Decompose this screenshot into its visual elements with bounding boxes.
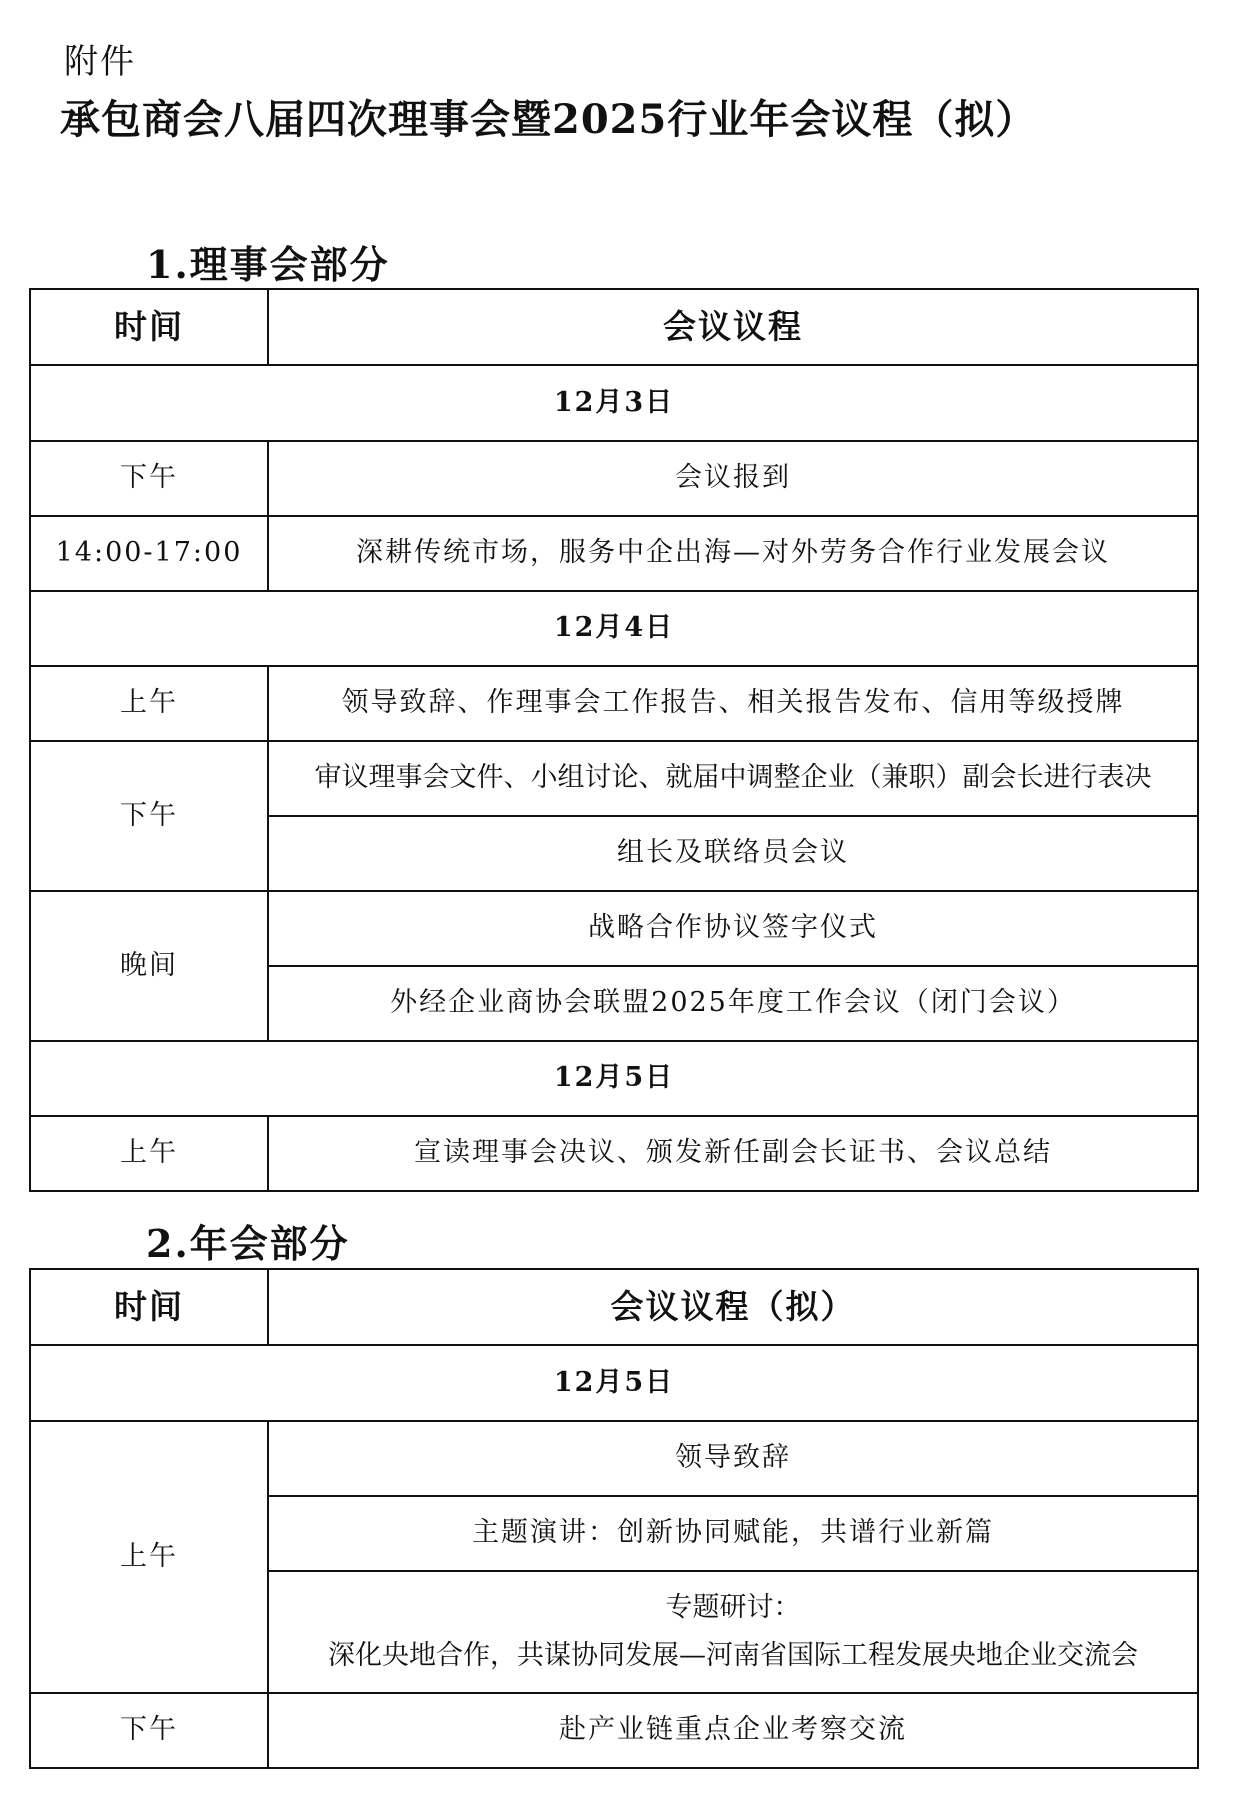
agenda-cell — [268, 1571, 1198, 1693]
header-agenda: 会议议程（拟） — [268, 1269, 1198, 1345]
date-cell: 12月5日 — [30, 1345, 1198, 1421]
table-row — [30, 1116, 1198, 1191]
agenda-cell: 审议理事会文件、小组讨论、就届中调整企业（兼职）副会长进行表决 — [268, 741, 1198, 816]
table-row — [30, 516, 1198, 591]
table-row — [30, 1693, 1198, 1768]
time-cell: 上午 — [30, 666, 268, 741]
time-cell: 上午 — [30, 1116, 268, 1191]
agenda-cell: 战略合作协议签字仪式 — [268, 891, 1198, 966]
table-header-row — [30, 289, 1198, 365]
table-row — [30, 891, 1198, 966]
date-cell: 12月5日 — [30, 1041, 1198, 1116]
document-title: 承包商会八届四次理事会暨2025行业年会议程（拟） — [60, 96, 1037, 143]
agenda-cell: 外经企业商协会联盟2025年度工作会议（闭门会议） — [268, 966, 1198, 1041]
time-cell: 14:00-17:00 — [30, 516, 268, 591]
agenda-cell: 赴产业链重点企业考察交流 — [268, 1693, 1198, 1768]
table-header-row — [30, 1269, 1198, 1345]
agenda-cell: 组长及联络员会议 — [268, 816, 1198, 891]
table-row — [30, 1421, 1198, 1496]
header-agenda: 会议议程 — [268, 289, 1198, 365]
table-row — [30, 441, 1198, 516]
agenda-cell: 深耕传统市场，服务中企出海—对外劳务合作行业发展会议 — [268, 516, 1198, 591]
table-row — [30, 666, 1198, 741]
annual-agenda-table — [29, 1268, 1199, 1769]
date-row — [30, 591, 1198, 666]
time-cell: 下午 — [30, 441, 268, 516]
section-heading-annual: 2.年会部分 — [146, 1221, 350, 1266]
agenda-cell-line2: 深化央地合作，共谋协同发展—河南省国际工程发展央地企业交流会 — [328, 1640, 1138, 1671]
agenda-cell: 领导致辞、作理事会工作报告、相关报告发布、信用等级授牌 — [268, 666, 1198, 741]
section-heading-council: 1.理事会部分 — [146, 242, 390, 287]
date-cell: 12月3日 — [30, 365, 1198, 441]
date-cell: 12月4日 — [30, 591, 1198, 666]
council-agenda-table — [29, 288, 1199, 1192]
table-row — [30, 741, 1198, 816]
date-row — [30, 1041, 1198, 1116]
attachment-label: 附件 — [64, 42, 136, 82]
agenda-cell: 领导致辞 — [268, 1421, 1198, 1496]
header-time: 时间 — [30, 1269, 268, 1345]
time-cell: 上午 — [30, 1421, 268, 1693]
header-time: 时间 — [30, 289, 268, 365]
date-row — [30, 1345, 1198, 1421]
time-cell: 下午 — [30, 741, 268, 891]
agenda-cell: 宣读理事会决议、颁发新任副会长证书、会议总结 — [268, 1116, 1198, 1191]
agenda-cell-line1: 专题研讨： — [665, 1591, 801, 1623]
agenda-cell: 主题演讲：创新协同赋能，共谱行业新篇 — [268, 1496, 1198, 1571]
date-row — [30, 365, 1198, 441]
time-cell: 晚间 — [30, 891, 268, 1041]
agenda-cell: 会议报到 — [268, 441, 1198, 516]
time-cell: 下午 — [30, 1693, 268, 1768]
